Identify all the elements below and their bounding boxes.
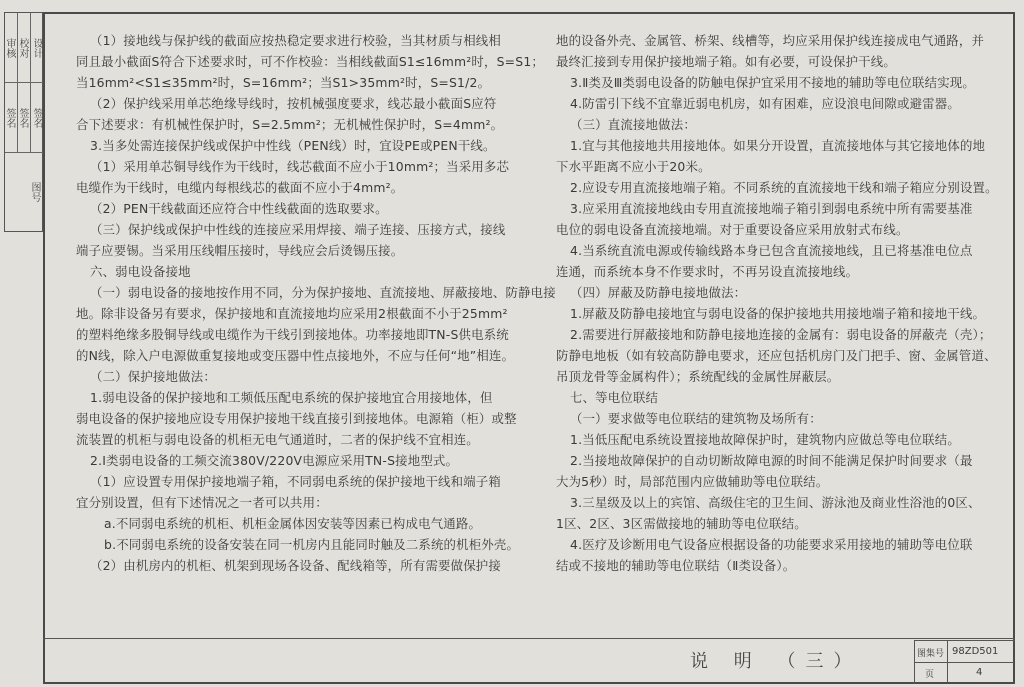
title-block — [914, 640, 1015, 684]
sheet-title: 说 明 （三） — [690, 651, 862, 672]
text-line: 1.弱电设备的保护接地和工频低压配电系统的保护接地宜合用接地体，但 — [90, 390, 493, 405]
text-line: b.不同弱电系统的设备安装在同一机房内且能同时触及二系统的机柜外壳。 — [104, 537, 520, 552]
section-heading: （三）直流接地做法： — [570, 117, 696, 132]
text-line: 合下述要求：有机械性保护时，S=2.5mm²；无机械性保护时，S=4mm²。 — [76, 117, 504, 132]
atlas-number: 98ZD501 — [948, 641, 1014, 663]
text-line: 连通，而系统本身不作要求时，不再另设直流接地线。 — [556, 264, 859, 279]
strip-cell: 设计 — [31, 13, 44, 83]
text-line: 当16mm²<S1≤35mm²时，S=16mm²；当S1>35mm²时，S=S1/2。 — [76, 75, 491, 90]
text-line: 地。除非设备另有要求，保护接地和直流接地均应采用2根截面不小于25mm² — [76, 306, 508, 321]
section-heading: （四）屏蔽及防静电接地做法： — [570, 285, 747, 300]
left-column — [76, 30, 556, 576]
text-line: （2）由机房内的机柜、机架到现场各设备、配线箱等，所有需要做保护接 — [90, 558, 501, 573]
text-line: 2.Ⅰ类弱电设备的工频交流380V/220V电源应采用TN-S接地型式。 — [90, 453, 459, 468]
text-line: 2.需要进行屏蔽接地和防静电接地连接的金属有：弱电设备的屏蔽壳（壳）； — [570, 327, 992, 342]
strip-cell: 校对 — [18, 13, 31, 83]
text-line: 端子应要锡。当采用压线帽压接时，导线应会后烫锡压接。 — [76, 243, 404, 258]
text-line: 3.当多处需连接保护线或保护中性线（PEN线）时，宜设PE或PEN干线。 — [90, 138, 496, 153]
text-line: 同且最小截面S符合下述要求时，可不作校验：当相线截面S1≤16mm²时，S=S1； — [76, 54, 545, 69]
text-line: 宜分别设置，但有下述情况之一者可以共用： — [76, 495, 328, 510]
strip-cell: 图号 — [29, 182, 40, 202]
text-line: 吊顶龙骨等金属构件）；系统配线的金属性屏蔽层。 — [556, 369, 840, 384]
text-line: （2）PEN干线截面还应符合中性线截面的选取要求。 — [90, 201, 388, 216]
text-line: 3.三星级及以上的宾馆、高级住宅的卫生间、游泳池及商业性浴池的0区、 — [570, 495, 981, 510]
text-line: （二）保护接地做法： — [90, 369, 216, 384]
text-line: 4.当系统直流电源或传输线路本身已包含直流接地线，且已将基准电位点 — [570, 243, 973, 258]
text-line: 1.屏蔽及防静电接地宜与弱电设备的保护接地共用接地端子箱和接地干线。 — [570, 306, 986, 321]
text-line: 1区、2区、3区需做接地的辅助等电位联结。 — [556, 516, 807, 531]
text-line: 1.当低压配电系统设置接地故障保护时，建筑物内应做总等电位联结。 — [570, 432, 960, 447]
text-line: 2.当接地故障保护的自动切断故障电源的时间不能满足保护时间要求（最 — [570, 453, 973, 468]
strip-cell: 签名 — [5, 83, 18, 153]
footer-divider — [43, 638, 1015, 639]
text-line: 防静电地板（如有较高防静电要求，还应包括机房门及门把手、窗、金属管道、 — [556, 348, 997, 363]
strip-cell: 签名 — [18, 83, 31, 153]
section-heading: 六、弱电设备接地 — [90, 264, 191, 279]
text-line: 1.宜与其他接地共用接地体。如果分开设置，直流接地体与其它接地体的地 — [570, 138, 986, 153]
text-line: （三）保护线或保护中性线的连接应采用焊接、端子连接、压接方式，接线 — [90, 222, 506, 237]
atlas-label: 图集号 — [915, 641, 948, 663]
text-line: a.不同弱电系统的机柜、机柜金属体因安装等因素已构成电气通路。 — [104, 516, 482, 531]
text-line: 电缆作为干线时，电缆内每根线芯的截面不应小于4mm²。 — [76, 180, 404, 195]
text-line: （1）采用单芯铜导线作为干线时，线芯截面不应小于10mm²；当采用多芯 — [90, 159, 510, 174]
text-line: 4.医疗及诊断用电气设备应根据设备的功能要求采用接地的辅助等电位联 — [570, 537, 973, 552]
text-line: 2.应设专用直流接地端子箱。不同系统的直流接地干线和端子箱应分别设置。 — [570, 180, 998, 195]
text-line: 下水平距离不应小于20米。 — [556, 159, 711, 174]
text-line: 的塑料绝缘多股铜导线或电缆作为干线引到接地体。功率接地即TN-S供电系统 — [76, 327, 509, 342]
page-label: 页 — [915, 663, 948, 683]
strip-cell: 签名 — [31, 83, 44, 153]
text-line: 地的设备外壳、金属管、桥架、线槽等，均应采用保护线连接成电气通路，并 — [556, 33, 985, 48]
text-line: 电位的弱电设备直流接地端。对于重要设备应采用放射式布线。 — [556, 222, 909, 237]
page-number: 4 — [976, 667, 983, 678]
text-line: （1）应设置专用保护接地端子箱，不同弱电系统的保护接地干线和端子箱 — [90, 474, 501, 489]
signature-strip — [4, 12, 43, 232]
text-line: 最终汇接到专用保护接地端子箱。如有必要，可设保护干线。 — [556, 54, 896, 69]
text-line: 结或不接地的辅助等电位联结（Ⅱ类设备）。 — [556, 558, 796, 573]
text-line: （2）保护线采用单芯绝缘导线时，按机械强度要求，线芯最小截面S应符 — [90, 96, 497, 111]
right-column — [556, 30, 996, 576]
section-heading: （一）要求做等电位联结的建筑物及场所有： — [570, 411, 822, 426]
text-line: 4.防雷引下线不宜靠近弱电机房，如有困难，应设浪电间隙或避雷器。 — [570, 96, 960, 111]
text-line: 3.Ⅱ类及Ⅲ类弱电设备的防触电保护宜采用不接地的辅助等电位联结实现。 — [570, 75, 975, 90]
text-line: 的N线，除入户电源做重复接地或变压器中性点接地外，不应与任何“地”相连。 — [76, 348, 515, 363]
text-line: （一）弱电设备的接地按作用不同，分为保护接地、直流接地、屏蔽接地、防静电接 — [90, 285, 556, 300]
text-line: 3.应采用直流接地线由专用直流接地端子箱引到弱电系统中所有需要基准 — [570, 201, 973, 216]
text-line: 大为5秒）时，局部范围内应做辅助等电位联结。 — [556, 474, 829, 489]
text-line: 弱电设备的保护接地应设专用保护接地干线直接引到接地体。电源箱（柜）或整 — [76, 411, 517, 426]
text-line: （1）接地线与保护线的截面应按热稳定要求进行校验，当其材质与相线相 — [90, 33, 501, 48]
text-line: 流装置的机柜与弱电设备的机柜无电气通道时，二者的保护线不宜相连。 — [76, 432, 479, 447]
section-heading: 七、等电位联结 — [570, 390, 659, 405]
strip-cell: 审核 — [5, 13, 18, 83]
